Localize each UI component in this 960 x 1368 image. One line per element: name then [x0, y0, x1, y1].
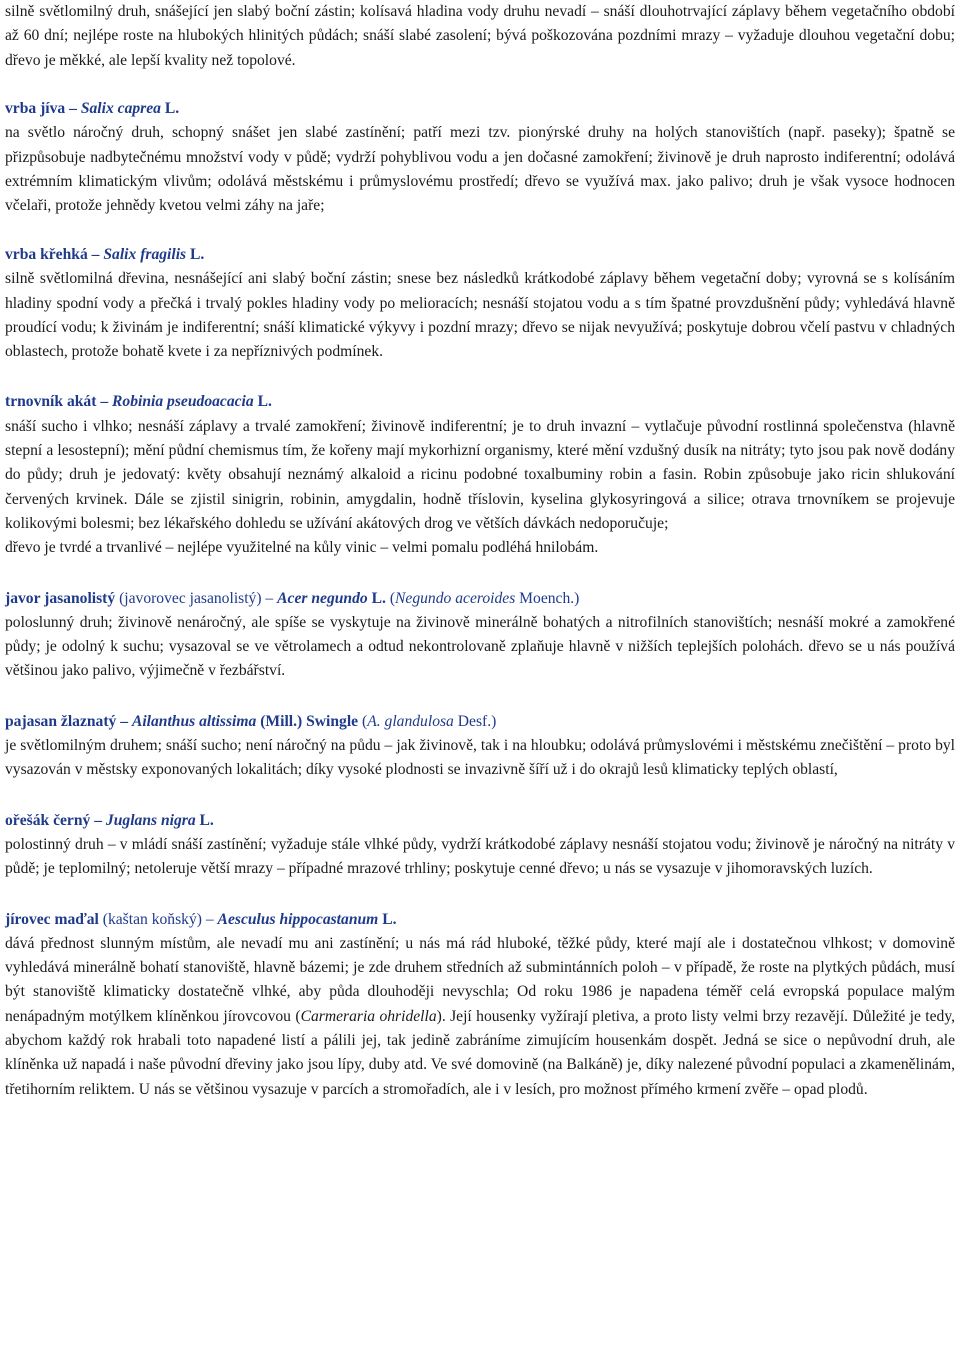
species-author: L.	[371, 589, 386, 607]
species-author: L.	[164, 100, 180, 118]
species-latin: Salix caprea	[80, 100, 161, 118]
species-heading-robinia	[5, 390, 955, 414]
species-heading-salix-fragilis	[5, 243, 955, 267]
species-heading-juglans	[5, 809, 955, 833]
description-part-a: dává přednost slunným místům, ale nevadí mu ani zastínění; u nás má rád hluboké, těžké půdy, které mají ale i dostatečnou vlhkost; v domovině vyhledává minerálně bohatí stanoviště, hlavně bázemi; je zde druhem středních až submintánních poloh – v případě, že roste na plytkých půdách, musí být stanoviště klimaticky dostatečně vlhké, aby půda dlouhoději nevyschla; Od roku 1986 je napadena téměř celá evropská populace malým nenápadným motýlkem klíněnkou jírovcovou (	[5, 934, 955, 1025]
species-author: (Mill.) Swingle	[260, 712, 359, 730]
species-latin: Salix fragilis	[103, 245, 187, 263]
species-description: je světlomilným druhem; snáší sucho; není náročný na půdu – jak živinově, tak i na hloubku; odolává průmyslovémi i městskému znečištění – proto byl vysazován v městsky exponovaných lokalitách; díky vysoké plodnosti se invazivně šíří už i do okrajů lesů klimaticky teplých oblastí,	[5, 737, 955, 779]
intro-paragraph: silně světlomilný druh, snášející jen slabý boční zástin; kolísavá hladina vody druhu nevadí – snáší dlouhotrvající záplavy během vegetačního období až 60 dní; nejlépe roste na hlubokých hlinitých půdách; snáší slabé zasolení; bývá poškozována pozdními mrazy – vyžaduje dlouhou vegetační dobu; dřevo je měkké, ale lepší kvality než topolové.	[5, 3, 955, 69]
species-latin: Acer negundo	[277, 589, 368, 607]
pest-latin-name: Carmeraria ohridella	[300, 1007, 437, 1025]
species-description: silně světlomilná dřevina, nesnášející ani slabý boční zástin; snese bez následků krátkodobé záplavy během vegetační doby; vyrovná se s kolísáním hladiny spodní vody a přečká i trvalý pokles hladiny vody po melioracích; nesnáší stojatou vodu a s tím špatné provzdušnění půdy; vyhledává hlavně proudící vodu; k živinám je indiferentní; snáší klimatické výkyvy i pozdní mrazy; dřevo se nijak nevyužívá; poskytuje dobrou včelí pastvu v chladných oblastech, protože bohatě kvete i za nepříznivých podmínek.	[5, 270, 955, 361]
species-author: L.	[199, 811, 214, 829]
synonym-open: (	[389, 589, 396, 607]
species-author: L.	[382, 910, 397, 928]
synonym-author: Desf.)	[457, 712, 497, 730]
species-heading-aesculus	[5, 908, 955, 932]
species-latin: Ailanthus altissima	[131, 712, 257, 730]
species-alt-name: (javorovec jasanolistý) –	[119, 589, 274, 607]
species-heading-ailanthus	[5, 710, 955, 734]
species-name: ořešák černý –	[5, 811, 103, 829]
species-latin: Robinia pseudoacacia	[112, 393, 254, 411]
species-author: L.	[190, 245, 205, 263]
species-latin: Juglans nigra	[105, 811, 196, 829]
synonym-latin: A. glandulosa	[367, 712, 454, 730]
species-name: javor jasanolistý	[5, 589, 116, 607]
document-page	[5, 0, 955, 1102]
synonym-author: Moench.)	[519, 589, 580, 607]
species-description: polostinný druh – v mládí snáší zastínění; vyžaduje stále vlhké půdy, vydrží krátkodobé záplavy nesnáší stojatou vodu; živinově je náročný na nitráty v půdě; je teplomilný; netoleruje větší mrazy – případné mrazové trhliny; poskytuje cenné dřevo; u nás se vysazuje v jihomoravských luzích.	[5, 835, 955, 878]
species-description	[5, 932, 955, 1102]
species-description: poloslunný druh; živinově nenáročný, ale spíše se vyskytuje na živinově minerálně bohatých a nitrofilních stanovištích; nesnáší mokré a zamokřené půdy; je odolný k suchu; vysazoval se ve větrolamech a odtud nekontrolovaně zplaňuje hlavně v nižších teplejších polohách. dřevo se u nás používá většinou jako palivo, výjimečně v řezbářství.	[5, 613, 955, 680]
species-heading-acer-negundo	[5, 587, 955, 611]
species-description: snáší sucho i vlhko; nesnáší záplavy a trvalé zamokření; živinově indiferentní; je to druh invazní – vytlačuje původní rostlinná společenstva (hlavně stepní a lesostepní); mění půdní chemismus tím, že kořeny mají mykorhizní organismy, které mění vzdušný dusík na nitráty; tyto jsou pak nově dodány do půdy; druh je jedovatý: květy obsahují neznámý alkaloid a ricinu podobné toxalbuminy robin a fasin. Robin způsobuje jako ricin shlukování červených krvinek. Dále se zjistil sinigrin, robinin, amygdalin, hodně tříslovin, kyselina glykosyringová a silice; otrava trnovníkem se projevuje kolikovými bolesmi; bez lékařského dohledu se užívání akátových drog ve větších dávkách nedoporučuje;	[5, 417, 955, 532]
synonym-open: (	[362, 712, 368, 730]
species-latin: Aesculus hippocastanum	[217, 910, 379, 928]
species-name: vrba jíva –	[5, 100, 77, 118]
synonym-latin: Negundo aceroides	[395, 589, 516, 607]
species-description: na světlo náročný druh, schopný snášet jen slabé zastínění; patří mezi tzv. pionýrské druhy na holých stanovištích (např. paseky); špatně se přizpůsobuje nadbytečnému množství vody v půdě; vydrží pohyblivou vodu a jen dočasné zamokření; živinově je druh naprosto indiferentní; odolává extrémním klimatickým vlivům; odolává městskému i průmyslovému prostředí; dřevo se využívá max. jako palivo; druh je však vysoce hodnocen včelaři, protože jehnědy kvetou velmi záhy na jaře;	[5, 124, 955, 215]
species-name: pajasan žlaznatý –	[5, 712, 129, 730]
species-name: trnovník akát –	[5, 393, 109, 411]
species-description-wood: dřevo je tvrdé a trvanlivé – nejlépe využitelné na kůly vinic – velmi pomalu podléhá hnilobám.	[5, 539, 599, 557]
species-name: vrba křehká –	[5, 245, 100, 263]
species-alt-name: (kaštan koňský) –	[102, 910, 214, 928]
species-name: jírovec maďal	[5, 910, 99, 928]
description-part-b: ). Její housenky vyžírají pletiva, a proto listy velmi brzy rezavějí. Důležité je tedy, abychom každý rok hrabali toto napadené listí a pálili jej, tak jedině zabráníme zimujícím housenkám dospět. Jedná se sice o nepůvodní druh, ale klíněnka už napadá i naše původní dřeviny jako jsou lípy, duby atd. Ve své domovině (na Balkáně) je, díky nalezené původní populaci a zkamenělinám, třetihorním reliktem. U nás se většinou vysazuje v parcích a stromořadích, ale i v lesích, pro možnost přímého krmení zvěře – opad plodů.	[5, 1007, 956, 1098]
species-heading-salix-caprea	[5, 97, 955, 121]
species-author: L.	[257, 393, 272, 411]
